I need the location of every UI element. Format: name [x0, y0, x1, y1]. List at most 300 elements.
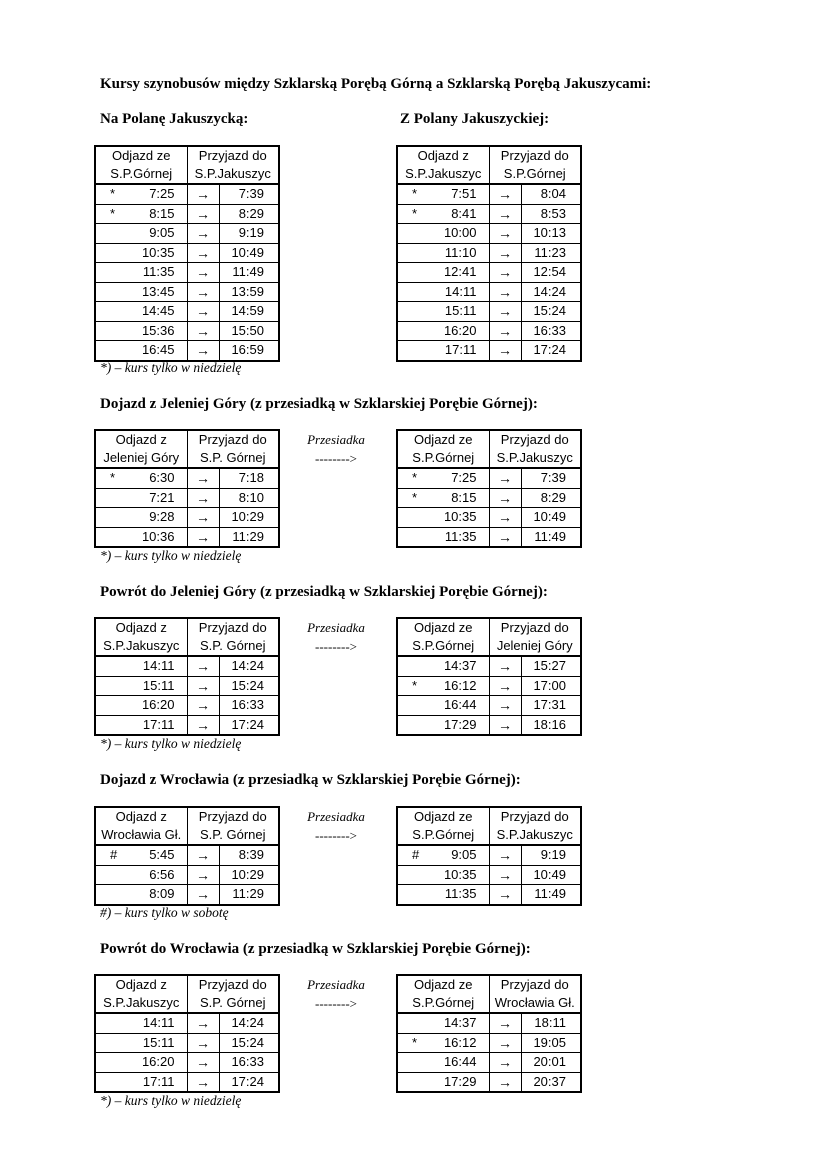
arrival-time: 10:49 [521, 865, 581, 885]
departure-time: 8:15 [451, 489, 477, 505]
arrival-time: 17:24 [521, 341, 581, 361]
departure-time-cell [397, 1013, 489, 1033]
departure-time: 8:09 [149, 886, 175, 902]
departure-time: 8:15 [149, 205, 175, 221]
departure-time-cell [95, 302, 187, 322]
departure-time-cell [95, 1033, 187, 1053]
departure-header: S.P.Górnej [397, 826, 489, 845]
table-row [95, 488, 279, 508]
timetable-left [94, 145, 280, 362]
departure-time: 16:20 [443, 322, 477, 338]
arrow-right-icon: → [489, 184, 521, 204]
departure-header: Wrocławia Gł. [95, 826, 187, 845]
arrow-right-icon: → [187, 715, 219, 735]
arrival-time: 8:39 [219, 845, 279, 865]
section-5-transfer [286, 975, 386, 1013]
departure-time: 6:30 [149, 470, 175, 486]
departure-header: S.P.Jakuszyc [95, 994, 187, 1013]
departure-time: 9:05 [149, 225, 175, 241]
arrival-header: Przyjazd do [489, 430, 581, 449]
arrival-time: 12:54 [521, 263, 581, 283]
arrow-right-icon: → [187, 1013, 219, 1033]
arrow-right-icon: → [187, 508, 219, 528]
departure-time-cell [397, 715, 489, 735]
departure-time-cell [95, 488, 187, 508]
departure-time-cell [95, 696, 187, 716]
arrival-time: 19:05 [521, 1033, 581, 1053]
arrow-right-icon: → [187, 204, 219, 224]
arrival-time: 15:50 [219, 321, 279, 341]
departure-time-cell [397, 341, 489, 361]
arrow-right-icon: → [187, 656, 219, 676]
departure-time: 15:36 [141, 322, 175, 338]
departure-time: 16:44 [443, 697, 477, 713]
arrow-right-icon: → [489, 263, 521, 283]
arrival-time: 16:59 [219, 341, 279, 361]
arrow-right-icon: → [489, 656, 521, 676]
table-row [397, 656, 581, 676]
departure-time: 7:25 [451, 470, 477, 486]
departure-time-cell [397, 865, 489, 885]
arrival-header: S.P.Górnej [489, 165, 581, 184]
table-row [95, 341, 279, 361]
arrival-time: 18:16 [521, 715, 581, 735]
departure-time-cell [397, 1053, 489, 1073]
arrival-header: Przyjazd do [187, 618, 279, 637]
footnote-marker: * [412, 1034, 418, 1050]
departure-header: S.P.Jakuszyc [397, 165, 489, 184]
table-row [95, 696, 279, 716]
departure-time: 16:44 [443, 1054, 477, 1070]
arrival-header: Przyjazd do [187, 807, 279, 826]
departure-time-cell [397, 224, 489, 244]
timetable-left [94, 429, 280, 548]
arrow-right-icon: → [489, 204, 521, 224]
departure-header: S.P.Górnej [95, 165, 187, 184]
table-row [397, 263, 581, 283]
departure-header: S.P.Górnej [397, 994, 489, 1013]
arrow-right-icon: → [489, 1053, 521, 1073]
arrival-header: Jeleniej Góry [489, 637, 581, 656]
arrow-right-icon: → [489, 508, 521, 528]
table-row [95, 468, 279, 488]
footnote-marker: # [110, 847, 118, 862]
departure-time-cell [95, 243, 187, 263]
table-row [397, 865, 581, 885]
table-row [95, 243, 279, 263]
departure-time-cell [397, 845, 489, 865]
departure-time: 17:29 [443, 716, 477, 732]
arrow-right-icon: → [489, 527, 521, 547]
arrow-right-icon: → [489, 676, 521, 696]
arrow-right-icon: → [489, 321, 521, 341]
timetable-left [94, 974, 280, 1093]
arrival-time: 14:59 [219, 302, 279, 322]
departure-time: 14:11 [142, 1015, 175, 1031]
departure-header: S.P.Jakuszyc [95, 637, 187, 656]
arrow-right-icon: → [489, 468, 521, 488]
departure-header: S.P.Górnej [397, 449, 489, 468]
table-row [95, 302, 279, 322]
arrival-time: 11:49 [521, 527, 581, 547]
table-row [397, 282, 581, 302]
section-4-note: #) – kurs tylko w sobotę [100, 905, 229, 920]
departure-header: Odjazd ze [397, 807, 489, 826]
table-row [95, 224, 279, 244]
departure-header: Odjazd z [95, 975, 187, 994]
arrival-time: 15:27 [521, 656, 581, 676]
departure-time-cell [95, 1053, 187, 1073]
arrival-time: 16:33 [521, 321, 581, 341]
arrival-time: 11:49 [219, 263, 279, 283]
arrow-right-icon: → [187, 341, 219, 361]
departure-header: Odjazd z [95, 430, 187, 449]
departure-time-cell [95, 184, 187, 204]
arrival-header: S.P. Górnej [187, 826, 279, 845]
departure-time-cell [95, 1013, 187, 1033]
departure-time-cell [95, 468, 187, 488]
arrival-time: 11:29 [219, 885, 279, 905]
transfer-arrow: --------> [315, 828, 357, 843]
footnote-marker: * [412, 470, 418, 485]
table-row [397, 845, 581, 865]
timetable-right [396, 145, 582, 362]
departure-time-cell [95, 845, 187, 865]
page-title: Kursy szynobusów między Szklarską Porębą Górną a Szklarską Porębą Jakuszycami: [100, 76, 652, 92]
departure-time-cell [95, 715, 187, 735]
table-row [95, 282, 279, 302]
arrival-time: 20:01 [521, 1053, 581, 1073]
arrival-time: 14:24 [521, 282, 581, 302]
arrival-time: 13:59 [219, 282, 279, 302]
arrow-right-icon: → [187, 1053, 219, 1073]
table-row [397, 341, 581, 361]
table-row [397, 488, 581, 508]
footnote-marker: * [110, 205, 116, 221]
arrow-right-icon: → [187, 527, 219, 547]
arrow-right-icon: → [187, 282, 219, 302]
arrival-time: 9:19 [521, 845, 581, 865]
table-row [397, 508, 581, 528]
arrow-right-icon: → [489, 302, 521, 322]
departure-header: Odjazd ze [397, 618, 489, 637]
arrival-header: S.P. Górnej [187, 994, 279, 1013]
table-row [95, 885, 279, 905]
departure-time-cell [397, 1072, 489, 1092]
arrival-time: 9:19 [219, 224, 279, 244]
arrival-time: 15:24 [219, 1033, 279, 1053]
arrival-time: 15:24 [521, 302, 581, 322]
departure-header: Odjazd ze [95, 146, 187, 165]
departure-time-cell [397, 243, 489, 263]
departure-time-cell [397, 468, 489, 488]
arrival-time: 11:29 [219, 527, 279, 547]
departure-time-cell [95, 508, 187, 528]
departure-time: 10:35 [443, 509, 477, 525]
arrival-time: 17:00 [521, 676, 581, 696]
arrival-time: 7:39 [219, 184, 279, 204]
departure-time-cell [397, 282, 489, 302]
table-row [397, 1013, 581, 1033]
timetable-left [94, 617, 280, 736]
departure-time: 10:35 [141, 244, 175, 260]
departure-time: 16:20 [141, 697, 175, 713]
arrow-right-icon: → [489, 1013, 521, 1033]
arrival-header: Przyjazd do [489, 618, 581, 637]
departure-time: 11:35 [142, 264, 175, 280]
timetable-left [94, 806, 280, 906]
departure-time: 11:35 [444, 886, 477, 902]
table-row [95, 321, 279, 341]
section-1-note: *) – kurs tylko w niedzielę [100, 360, 242, 375]
departure-time: 9:05 [451, 847, 477, 863]
section-3-note: *) – kurs tylko w niedzielę [100, 736, 242, 751]
table-row [397, 243, 581, 263]
arrow-right-icon: → [489, 865, 521, 885]
departure-header: S.P.Górnej [397, 637, 489, 656]
departure-time: 7:25 [149, 186, 175, 202]
transfer-label: Przesiadka [307, 809, 365, 824]
section-5-heading: Powrót do Wrocławia (z przesiadką w Szklarskiej Porębie Górnej): [100, 941, 531, 957]
arrow-right-icon: → [187, 845, 219, 865]
arrow-right-icon: → [187, 263, 219, 283]
arrow-right-icon: → [489, 845, 521, 865]
section-2-transfer [286, 430, 386, 468]
arrival-header: Przyjazd do [489, 146, 581, 165]
section-1-left-heading: Na Polanę Jakuszycką: [100, 111, 249, 127]
section-2-heading: Dojazd z Jeleniej Góry (z przesiadką w Szklarskiej Porębie Górnej): [100, 396, 538, 412]
arrival-time: 7:39 [521, 468, 581, 488]
departure-time: 15:11 [142, 677, 175, 693]
table-row [397, 224, 581, 244]
arrow-right-icon: → [187, 696, 219, 716]
arrival-header: Przyjazd do [489, 975, 581, 994]
arrival-time: 16:33 [219, 696, 279, 716]
departure-time-cell [397, 527, 489, 547]
table-row [397, 204, 581, 224]
table-row [95, 656, 279, 676]
table-row [95, 204, 279, 224]
arrow-right-icon: → [187, 885, 219, 905]
departure-time: 15:11 [142, 1034, 175, 1050]
departure-time: 10:35 [443, 866, 477, 882]
arrival-time: 11:49 [521, 885, 581, 905]
timetable-right [396, 974, 582, 1093]
arrival-time: 10:49 [521, 508, 581, 528]
departure-time-cell [397, 656, 489, 676]
departure-time-cell [95, 341, 187, 361]
table-row [397, 184, 581, 204]
arrow-right-icon: → [187, 321, 219, 341]
section-2-note: *) – kurs tylko w niedzielę [100, 548, 242, 563]
transfer-arrow: --------> [315, 639, 357, 654]
arrival-header: Wrocławia Gł. [489, 994, 581, 1013]
arrow-right-icon: → [489, 1072, 521, 1092]
arrow-right-icon: → [187, 302, 219, 322]
section-4-transfer [286, 807, 386, 845]
table-row [95, 715, 279, 735]
departure-time: 16:45 [141, 342, 175, 358]
arrival-time: 8:53 [521, 204, 581, 224]
arrow-right-icon: → [187, 488, 219, 508]
table-row [397, 302, 581, 322]
departure-header: Odjazd z [397, 146, 489, 165]
timetable-right [396, 806, 582, 906]
table-row [95, 865, 279, 885]
departure-time: 16:20 [141, 1054, 175, 1070]
arrow-right-icon: → [187, 1072, 219, 1092]
table-row [95, 845, 279, 865]
arrow-right-icon: → [489, 488, 521, 508]
section-5-note: *) – kurs tylko w niedzielę [100, 1093, 242, 1108]
departure-time-cell [397, 488, 489, 508]
arrow-right-icon: → [187, 468, 219, 488]
departure-time-cell [95, 885, 187, 905]
departure-time: 7:51 [451, 186, 477, 202]
table-row [95, 508, 279, 528]
departure-time: 8:41 [451, 205, 477, 221]
departure-time-cell [397, 204, 489, 224]
arrival-header: S.P.Jakuszyc [187, 165, 279, 184]
departure-time-cell [397, 696, 489, 716]
departure-time-cell [397, 676, 489, 696]
table-row [397, 885, 581, 905]
table-row [397, 696, 581, 716]
arrival-header: S.P. Górnej [187, 637, 279, 656]
departure-time: 11:10 [444, 244, 477, 260]
arrival-time: 7:18 [219, 468, 279, 488]
departure-time: 11:35 [444, 528, 477, 544]
table-row [397, 1072, 581, 1092]
arrow-right-icon: → [187, 224, 219, 244]
departure-time-cell [95, 224, 187, 244]
departure-time-cell [397, 1033, 489, 1053]
arrival-time: 15:24 [219, 676, 279, 696]
arrival-time: 14:24 [219, 656, 279, 676]
arrival-time: 20:37 [521, 1072, 581, 1092]
section-3-heading: Powrót do Jeleniej Góry (z przesiadką w Szklarskiej Porębie Górnej): [100, 584, 548, 600]
departure-time-cell [95, 527, 187, 547]
arrow-right-icon: → [489, 885, 521, 905]
departure-time-cell [397, 321, 489, 341]
footnote-marker: * [412, 205, 418, 221]
arrow-right-icon: → [187, 1033, 219, 1053]
departure-time-cell [95, 1072, 187, 1092]
departure-time: 12:41 [443, 264, 477, 280]
table-row [397, 715, 581, 735]
departure-time-cell [95, 282, 187, 302]
section-1-right-heading: Z Polany Jakuszyckiej: [400, 111, 550, 127]
arrival-time: 18:11 [521, 1013, 581, 1033]
arrival-header: Przyjazd do [489, 807, 581, 826]
departure-time-cell [95, 321, 187, 341]
departure-time: 9:28 [149, 509, 175, 525]
footnote-marker: * [412, 489, 418, 505]
arrival-time: 8:10 [219, 488, 279, 508]
departure-time-cell [95, 263, 187, 283]
departure-time: 17:11 [444, 342, 477, 358]
table-row [95, 676, 279, 696]
departure-time: 14:37 [443, 1015, 477, 1031]
departure-time: 17:29 [443, 1073, 477, 1089]
section-3-transfer [286, 618, 386, 656]
table-row [95, 184, 279, 204]
departure-time: 6:56 [149, 866, 175, 882]
arrival-time: 8:29 [219, 204, 279, 224]
departure-time: 7:21 [149, 489, 175, 505]
departure-time: 14:11 [444, 283, 477, 299]
arrow-right-icon: → [489, 341, 521, 361]
table-row [397, 676, 581, 696]
transfer-label: Przesiadka [307, 977, 365, 992]
departure-time: 13:45 [141, 283, 175, 299]
timetable-right [396, 617, 582, 736]
timetable-right [396, 429, 582, 548]
departure-time-cell [397, 302, 489, 322]
table-row [95, 527, 279, 547]
departure-time: 17:11 [142, 716, 175, 732]
transfer-arrow: --------> [315, 451, 357, 466]
departure-header: Jeleniej Góry [95, 449, 187, 468]
arrow-right-icon: → [489, 224, 521, 244]
departure-time: 15:11 [444, 303, 477, 319]
arrival-time: 17:31 [521, 696, 581, 716]
departure-time: 14:11 [142, 658, 175, 674]
footnote-marker: # [412, 847, 420, 862]
departure-header: Odjazd ze [397, 975, 489, 994]
departure-time: 14:45 [141, 303, 175, 319]
departure-time-cell [95, 865, 187, 885]
arrow-right-icon: → [489, 715, 521, 735]
arrival-time: 14:24 [219, 1013, 279, 1033]
departure-time-cell [397, 184, 489, 204]
arrival-time: 8:04 [521, 184, 581, 204]
table-row [95, 263, 279, 283]
departure-time: 16:12 [443, 1034, 477, 1050]
table-row [397, 468, 581, 488]
arrival-time: 16:33 [219, 1053, 279, 1073]
departure-time-cell [95, 204, 187, 224]
arrival-time: 10:29 [219, 865, 279, 885]
transfer-label: Przesiadka [307, 620, 365, 635]
table-row [397, 527, 581, 547]
arrival-time: 8:29 [521, 488, 581, 508]
arrival-time: 11:23 [521, 243, 581, 263]
table-row [95, 1013, 279, 1033]
arrival-time: 10:13 [521, 224, 581, 244]
departure-time-cell [95, 676, 187, 696]
arrival-header: Przyjazd do [187, 975, 279, 994]
departure-time-cell [397, 508, 489, 528]
table-row [95, 1053, 279, 1073]
departure-time: 5:45 [149, 847, 175, 863]
arrow-right-icon: → [489, 1033, 521, 1053]
footnote-marker: * [412, 677, 418, 693]
table-row [397, 1053, 581, 1073]
table-row [95, 1033, 279, 1053]
footnote-marker: * [110, 186, 116, 201]
table-row [95, 1072, 279, 1092]
arrival-time: 17:24 [219, 715, 279, 735]
table-row [397, 321, 581, 341]
transfer-label: Przesiadka [307, 432, 365, 447]
footnote-marker: * [110, 470, 116, 485]
transfer-arrow: --------> [315, 996, 357, 1011]
departure-time: 14:37 [443, 658, 477, 674]
departure-time: 10:00 [443, 225, 477, 241]
arrow-right-icon: → [187, 243, 219, 263]
footnote-marker: * [412, 186, 418, 201]
